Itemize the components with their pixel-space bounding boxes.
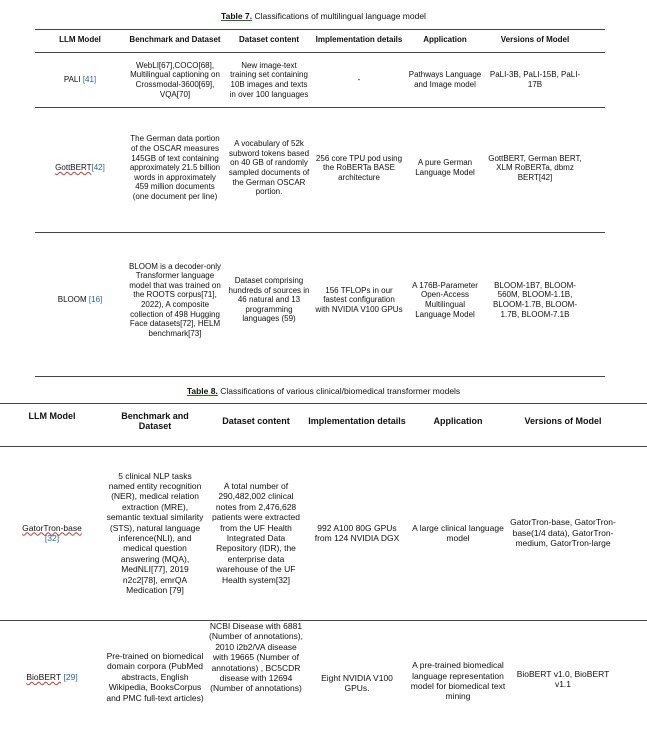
table-7-header-content: Dataset content: [238, 35, 299, 45]
table-7-header-benchmark: Benchmark and Dataset: [129, 35, 221, 45]
table-8-header-rule: [0, 446, 647, 447]
table-7-row-1-content: New image-text training set containing 10B images and texts in over 100 languages: [229, 60, 309, 99]
table-7-row-2-content: A vocabulary of 52k subword tokens based on 40 GB of randomly sampled documents of the German OSCAR portion.: [228, 139, 310, 197]
table-7-row-3-implementation: 156 TFLOPs in our fastest configuration with NVIDIA V100 GPUs: [315, 285, 403, 314]
table-7-header-implementation: Implementation details: [315, 35, 403, 45]
table-7-row-2-model: [35, 108, 125, 228]
table-8-row-2-implementation: Eight NVIDIA V100 GPUs.: [321, 672, 393, 693]
table-7-row-3-application: A 176B-Parameter Open-Access Multilingual Language Model: [412, 280, 478, 319]
model-citation: [42]: [91, 163, 105, 173]
table-7-row-1-versions: PaLI-3B, PaLI-15B, PaLI-17B: [489, 70, 581, 89]
table-7-row-2-benchmark: The German data portion of the OSCAR measures 145GB of text containing approximately 21.5 billion words in approximately 459 million documents (one document per line): [129, 134, 221, 201]
table-7-row-2-versions: GottBERT, German BERT, XLM RoBERTa, dbmz BERT[42]: [488, 153, 582, 182]
table-8-header-benchmark: Benchmark and Dataset: [121, 410, 189, 431]
table-8-row-1-model: [0, 448, 104, 618]
table-8-row-1-implementation: 992 A100 80G GPUs from 124 NVIDIA DGX: [314, 522, 400, 543]
model-name: GatorTron-base: [22, 522, 82, 533]
table-7-caption: [0, 11, 647, 21]
table-8-header-versions: Versions of Model: [524, 415, 602, 426]
table-8-row-2-benchmark: Pre-trained on biomedical domain corpora (PubMed abstracts, English Wikipedia, BooksCorpus and PMC full-text articles): [106, 650, 204, 703]
table-7-header-versions: Versions of Model: [500, 35, 570, 45]
table-7-row-3-versions: BLOOM-1B7, BLOOM-560M, BLOOM-1.1B, BLOOM-1.7B, BLOOM-1.7B, BLOOM-7.1B: [492, 280, 578, 319]
table-7-bottom-rule: [35, 376, 605, 377]
model-citation: [41]: [82, 75, 97, 85]
table-8-row-1-benchmark: 5 clinical NLP tasks named entity recognition (NER), medical relation extraction (MRE), semantic textual similarity (STS), natural language inference(NLI), and medical question answering (MQA), MedNLI[77], 2019 n2c2[78], emrQA Medication [79]: [106, 470, 204, 596]
table-8-row-1-content: A total number of 290,482,002 clinical notes from 2,476,628 patients were extracted from the UF Health Integrated Data Repository (IDR), the enterprise data warehouse of the UF Health system[32]: [212, 480, 300, 585]
table-8-row-1-versions: GatorTron-base, GatorTron-base(1/4 data), GatorTron-medium, GatorTron-large: [510, 517, 616, 549]
table-7-row-3-model: [35, 233, 125, 367]
table-8-header-model: LLM Model: [28, 410, 76, 421]
table-7-row-1-application: Pathways Language and Image model: [408, 70, 482, 89]
table-7-row-2-implementation: 256 core TPU pod using the RoBERTa BASE architecture: [315, 153, 403, 182]
table-8-caption-tag: Table 8.: [186, 386, 218, 396]
table-8-row-2-model: [0, 621, 104, 733]
table-7-row-2-application: A pure German Language Model: [415, 158, 475, 177]
model-name: GottBERT: [55, 163, 92, 173]
table-7-row-3-benchmark: BLOOM is a decoder-only Transformer language model that was trained on the ROOTS corpus[71], 2022), A composite collection of 498 Hugging Face datasets[72], HELM benchmark[73]: [128, 261, 222, 338]
table-8-header-content: Dataset content: [222, 415, 290, 426]
table-7-header-model: LLM Model: [59, 35, 101, 45]
table-7-row-1-benchmark: WebLI[67],COCO[68], Multilingual captioning on Crossmodal-3600[69], VQA[70]: [130, 60, 220, 99]
model-name: BioBERT: [26, 671, 62, 682]
table-7-row-1-model: [35, 54, 125, 106]
model-name: PALI: [63, 75, 81, 85]
model-name: BLOOM: [57, 295, 87, 305]
table-7-row-1-implementation: -: [357, 75, 361, 85]
table-8-row-1-application: A large clinical language model: [412, 522, 504, 543]
table-8-row-2-application: A pre-trained biomedical language representation model for biomedical text mining: [410, 660, 506, 702]
table-7-header-application: Application: [423, 35, 467, 45]
table-7-header-rule: [35, 52, 605, 53]
table-7-row-3-content: Dataset comprising hundreds of sources in 46 natural and 13 programming languages (59): [228, 276, 310, 324]
table-8-caption: [0, 386, 647, 396]
table-7-caption-tag: Table 7.: [221, 11, 253, 21]
table-8-header-application: Application: [433, 415, 483, 426]
model-citation: [29]: [63, 671, 78, 682]
model-citation: [32]: [44, 533, 60, 543]
table-7-caption-text: Classifications of multilingual language model: [252, 11, 426, 21]
table-8-header-implementation: Implementation details: [308, 415, 406, 426]
table-8-caption-text: Classifications of various clinical/biomedical transformer models: [217, 386, 461, 396]
table-8-row-2-versions: BioBERT v1.0, BioBERT v1.1: [516, 668, 610, 689]
table-8-row-2-content: NCBI Disease with 6881 (Number of annotations), 2010 i2b2/VA disease with 19665 (Number of annotations) , BC5CDR disease with 12694 (Number of annotations): [208, 621, 304, 694]
model-citation: [16]: [88, 295, 103, 305]
